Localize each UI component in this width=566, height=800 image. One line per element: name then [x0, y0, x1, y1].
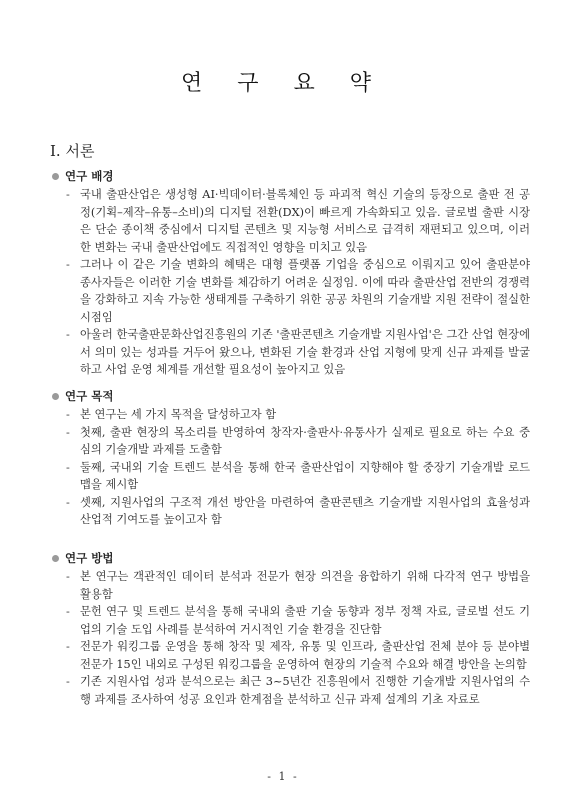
- item-list: [50, 406, 530, 529]
- subsection-research-purpose: [50, 388, 530, 529]
- subsection-heading: [50, 550, 530, 566]
- dash-marker: -: [66, 675, 70, 688]
- dash-marker: -: [66, 640, 70, 653]
- list-item-text: 아울러 한국출판문화산업진흥원의 기존 '출판콘텐츠 기술개발 지원사업'은 그간 산업 현장에서 의미 있는 성과를 거두어 왔으나, 변화된 기술 환경과 산업 지형에 맞게 신규 과제를 발굴하고 사업 운영 체계를 개선할 필요성이 높아지고 있음: [80, 328, 530, 376]
- subsection-research-background: [50, 168, 530, 379]
- dash-marker: -: [66, 605, 70, 618]
- subsection-research-method: [50, 550, 530, 708]
- dash-marker: -: [66, 328, 70, 341]
- list-item: [50, 673, 530, 708]
- dash-marker: -: [66, 188, 70, 201]
- item-list: [50, 568, 530, 708]
- bullet-dot-icon: [52, 393, 59, 400]
- list-item: [50, 256, 530, 326]
- page-number: - 1 -: [267, 770, 299, 783]
- list-item-text: 첫째, 출판 현장의 목소리를 반영하여 창작자·출판사·유통사가 실제로 필요로 하는 수요 중심의 기술개발 과제를 도출함: [80, 425, 530, 456]
- subsection-heading-text: 연구 목적: [65, 389, 114, 403]
- list-item: [50, 494, 530, 529]
- list-item-text: 전문가 워킹그룹 운영을 통해 창작 및 제작, 유통 및 인프라, 출판산업 전체 분야 등 분야별 전문가 15인 내외로 구성된 워킹그룹을 운영하여 현장의 기술적 수요와 해결 방안을 논의함: [80, 640, 530, 671]
- list-item-text: 셋째, 지원사업의 구조적 개선 방안을 마련하여 출판콘텐츠 기술개발 지원사업의 효율성과 산업적 기여도를 높이고자 함: [80, 495, 530, 526]
- dash-marker: -: [66, 570, 70, 583]
- list-item: [50, 638, 530, 673]
- dash-marker: -: [66, 425, 70, 439]
- list-item-text: 문헌 연구 및 트렌드 분석을 통해 국내외 출판 기술 동향과 정부 정책 자료, 글로벌 선도 기업의 기술 도입 사례를 분석하여 거시적인 기술 환경을 진단함: [80, 605, 530, 636]
- list-item: [50, 459, 530, 494]
- list-item: [50, 186, 530, 256]
- list-item-text: 본 연구는 객관적인 데이터 분석과 전문가 현장 의견을 융합하기 위해 다각적 연구 방법을 활용함: [80, 570, 530, 601]
- list-item: [50, 326, 530, 379]
- subsection-heading: [50, 388, 530, 404]
- bullet-dot-icon: [52, 555, 59, 562]
- subsection-heading: [50, 168, 530, 184]
- list-item: [50, 568, 530, 603]
- dash-marker: -: [66, 495, 70, 509]
- dash-marker: -: [66, 408, 70, 421]
- item-list: [50, 186, 530, 379]
- list-item: [50, 424, 530, 459]
- document-title: 연 구 요 약: [181, 71, 385, 96]
- list-item-text: 기존 지원사업 성과 분석으로는 최근 3~5년간 진흥원에서 진행한 기술개발 지원사업의 수행 과제를 조사하여 성공 요인과 한계점을 분석하고 신규 과제 설계의 기초 자료로: [80, 675, 530, 706]
- list-item-text: 국내 출판산업은 생성형 AI·빅데이터·블록체인 등 파괴적 혁신 기술의 등장으로 출판 전 공정(기획–제작–유통–소비)의 디지털 전환(DX)이 빠르게 가속화되고 있음. 글로벌 출판 시장은 단순 종이책 중심에서 디지털 콘텐츠 및 지능형 서비스로 급격히 재편되고 있으며, 이러한 변화는 국내 출판산업에도 직접적인 영향을 미치고 있음: [80, 188, 530, 254]
- section-heading: Ⅰ. 서론: [50, 142, 95, 160]
- bullet-dot-icon: [52, 173, 59, 180]
- dash-marker: -: [66, 258, 70, 271]
- list-item-text: 그러나 이 같은 기술 변화의 혜택은 대형 플랫폼 기업을 중심으로 이뤄지고 있어 출판분야 종사자들은 이러한 기술 변화를 체감하기 어려운 실정임. 이에 따라 출판산업 전반의 경쟁력을 강화하고 지속 가능한 생태계를 구축하기 위한 공공 차원의 기술개발 지원 전략이 절실한 시점임: [80, 258, 530, 324]
- list-item-text: 둘째, 국내외 기술 트렌드 분석을 통해 한국 출판산업이 지향해야 할 중장기 기술개발 로드맵을 제시함: [80, 460, 530, 491]
- list-item: [50, 406, 530, 424]
- subsection-heading-text: 연구 배경: [65, 169, 114, 183]
- dash-marker: -: [66, 460, 70, 474]
- list-item-text: 본 연구는 세 가지 목적을 달성하고자 함: [80, 408, 277, 421]
- subsection-heading-text: 연구 방법: [65, 551, 114, 565]
- list-item: [50, 603, 530, 638]
